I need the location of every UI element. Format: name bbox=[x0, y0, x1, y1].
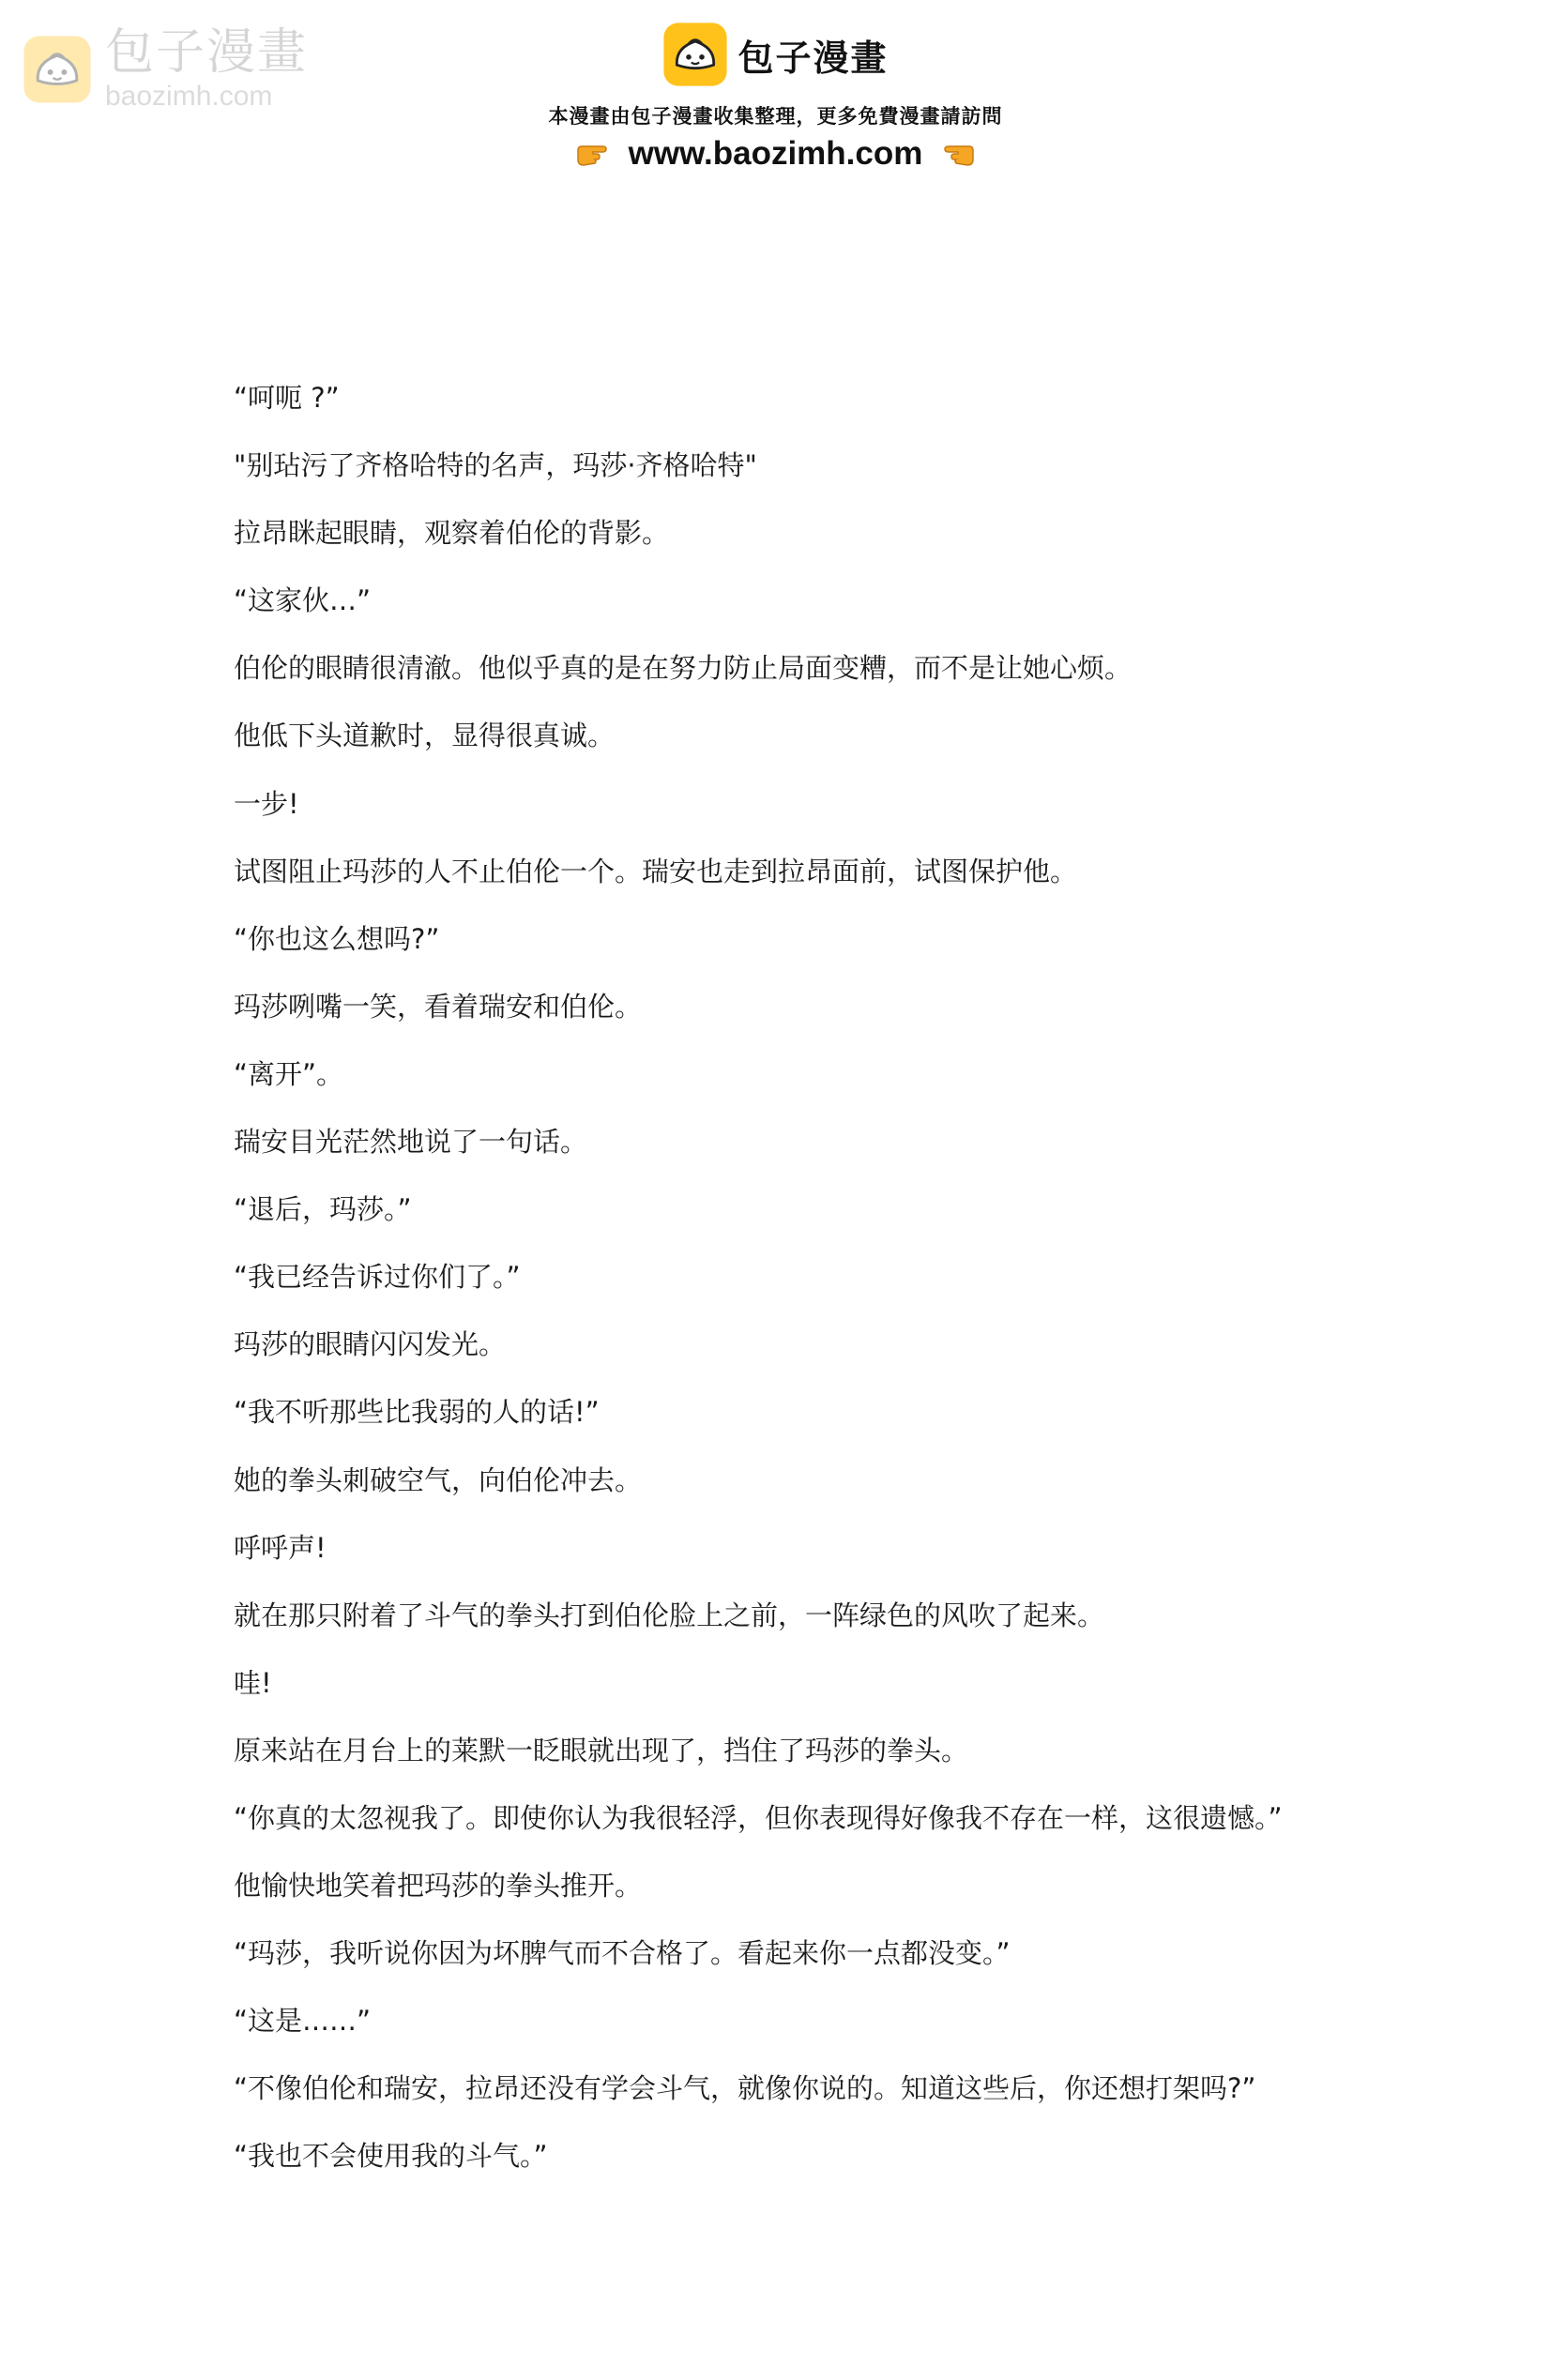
watermark-domain: baozimh.com bbox=[105, 81, 273, 112]
paragraph: “我已经告诉过你们了。” bbox=[234, 1261, 521, 1294]
pointing-right-hand-icon bbox=[574, 139, 617, 169]
paragraph: “你真的太忽视我了。即使你认为我很轻浮，但你表现得好像我不存在一样，这很遗憾。” bbox=[234, 1801, 1283, 1834]
watermark-name: 包子漫畫 bbox=[105, 24, 309, 81]
paragraph: 试图阻止玛莎的人不止伯伦一个。瑞安也走到拉昂面前，试图保护他。 bbox=[234, 855, 1078, 887]
paragraph: "别玷污了齐格哈特的名声，玛莎·齐格哈特" bbox=[234, 449, 757, 482]
paragraph: 呼呼声! bbox=[234, 1531, 327, 1564]
paragraph: “退后，玛莎。” bbox=[234, 1193, 412, 1226]
paragraph: “我不听那些比我弱的人的话!” bbox=[234, 1396, 600, 1429]
paragraph: “这是……” bbox=[234, 2005, 372, 2038]
bun-logo-icon bbox=[662, 22, 728, 87]
paragraph: 原来站在月台上的莱默一眨眼就出现了，挡住了玛莎的拳头。 bbox=[234, 1734, 969, 1766]
paragraph: “离开”。 bbox=[234, 1057, 344, 1090]
paragraph: “玛莎，我听说你因为坏脾气而不合格了。看起来你一点都没变。” bbox=[234, 1937, 1011, 1970]
paragraph: “你也这么想吗?” bbox=[234, 922, 440, 955]
brand-name: 包子漫畫 bbox=[737, 37, 889, 79]
paragraph: 玛莎的眼睛闪闪发光。 bbox=[234, 1328, 507, 1361]
paragraph: 伯伦的眼睛很清澈。他似乎真的是在努力防止局面变糟，而不是让她心烦。 bbox=[234, 652, 1133, 685]
paragraph: “呵呃 ?” bbox=[234, 382, 340, 414]
site-url-link[interactable]: www.baozimh.com bbox=[628, 135, 923, 172]
paragraph: 拉昂眯起眼睛，观察着伯伦的背影。 bbox=[234, 517, 670, 550]
story-text bbox=[234, 375, 1360, 2202]
pointing-left-hand-icon bbox=[934, 139, 977, 169]
paragraph: 玛莎咧嘴一笑，看着瑞安和伯伦。 bbox=[234, 990, 643, 1023]
paragraph: 一步! bbox=[234, 787, 299, 820]
tagline: 本漫畫由包子漫畫收集整理，更多免費漫畫請訪問 bbox=[548, 105, 1003, 128]
paragraph: 哇! bbox=[234, 1666, 272, 1699]
paragraph: 他愉快地笑着把玛莎的拳头推开。 bbox=[234, 1870, 643, 1902]
paragraph: “我也不会使用我的斗气。” bbox=[234, 2140, 548, 2173]
paragraph: 瑞安目光茫然地说了一句话。 bbox=[234, 1126, 588, 1159]
url-row bbox=[574, 135, 978, 173]
paragraph: “不像伯伦和瑞安，拉昂还没有学会斗气，就像你说的。知道这些后，你还想打架吗?” bbox=[234, 2072, 1256, 2105]
paragraph: “这家伙…” bbox=[234, 584, 372, 617]
brand-row bbox=[662, 21, 888, 88]
header-banner bbox=[0, 21, 1551, 173]
paragraph: 就在那只附着了斗气的拳头打到伯伦脸上之前，一阵绿色的风吹了起来。 bbox=[234, 1599, 1105, 1631]
paragraph: 他低下头道歉时，显得很真诚。 bbox=[234, 720, 616, 752]
paragraph: 她的拳头刺破空气，向伯伦冲去。 bbox=[234, 1463, 643, 1496]
